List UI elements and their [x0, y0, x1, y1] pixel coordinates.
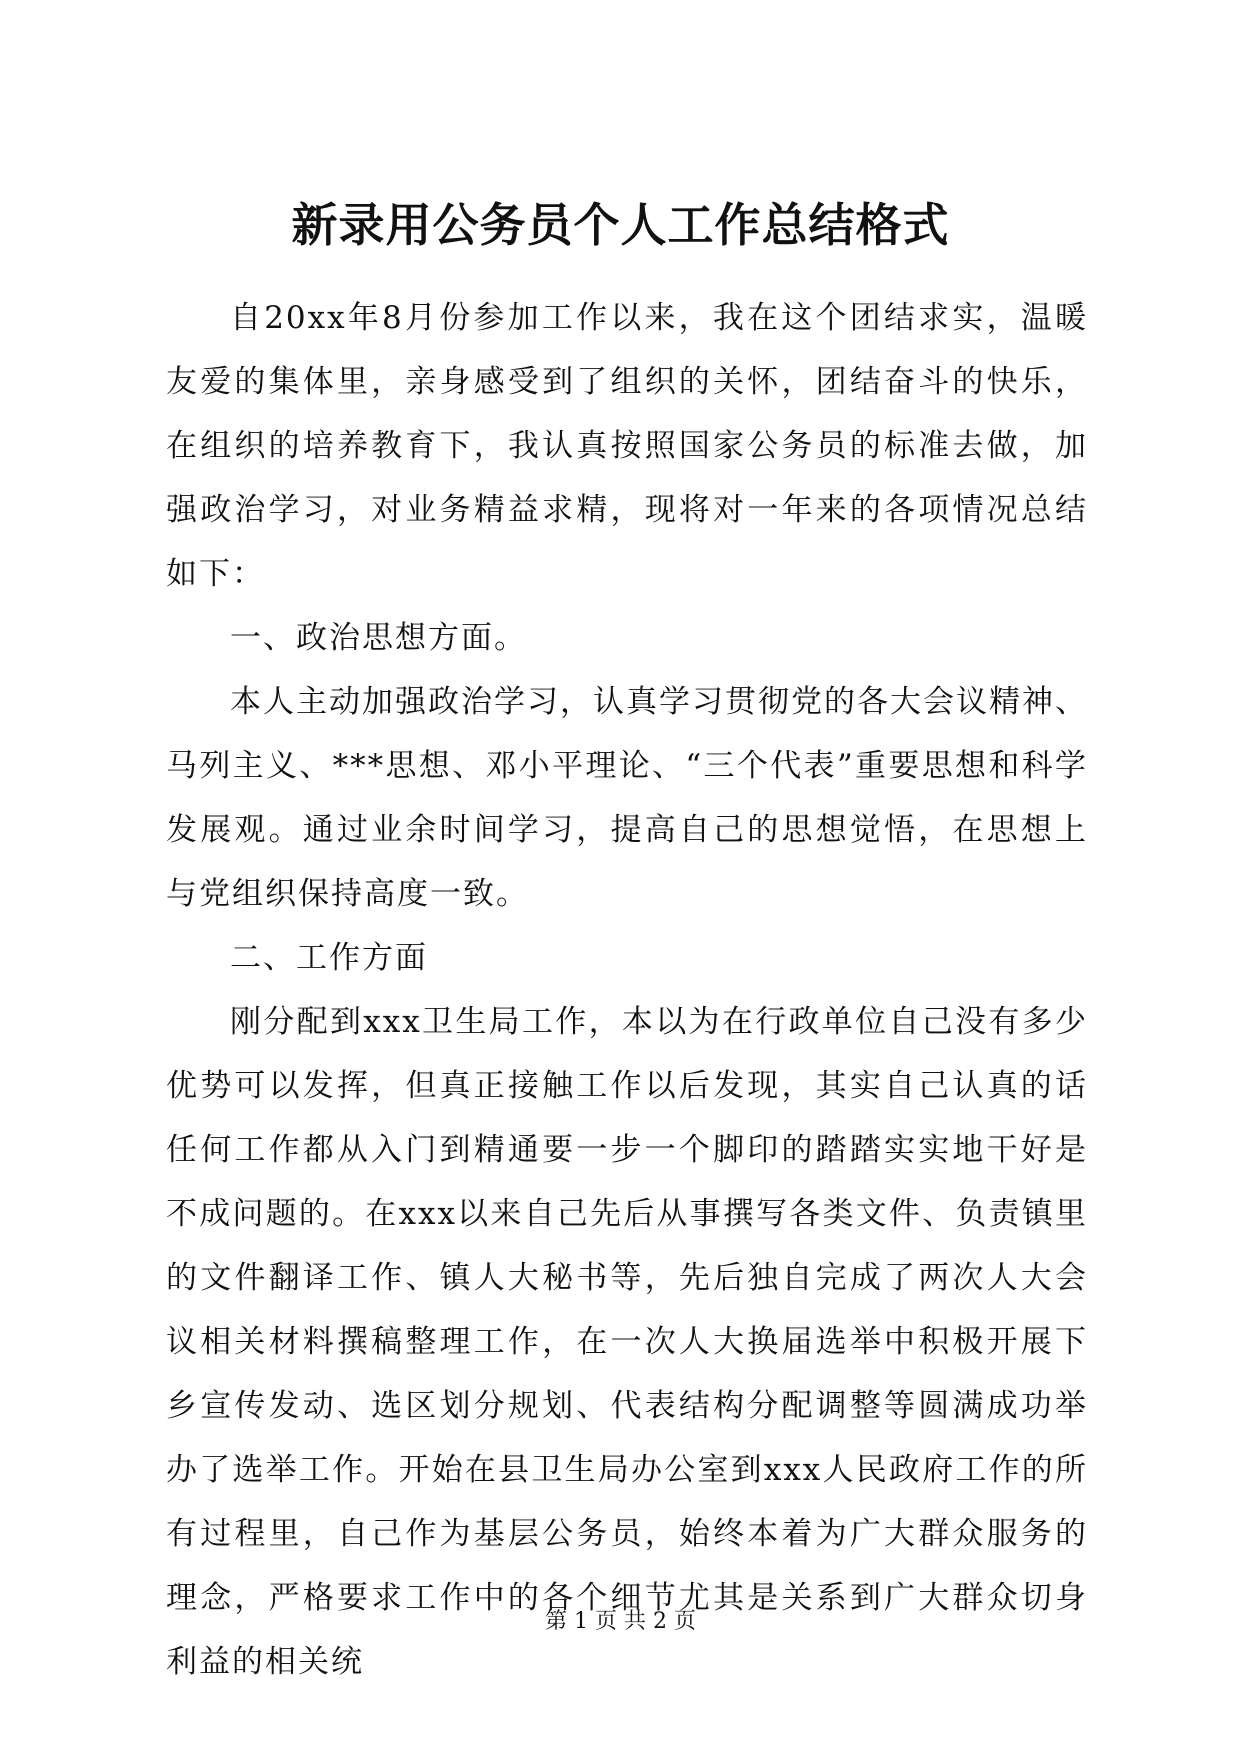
- section-heading-political: 一、政治思想方面。: [230, 620, 527, 656]
- document-title: 新录用公务员个人工作总结格式: [291, 198, 950, 252]
- intro-paragraph: 自20xx年8月份参加工作以来，我在这个团结求实，温暖友爱的集体里，亲身感受到了组织的关怀，团结奋斗的快乐，在组织的培养教育下，我认真按照国家公务员的标准去做，加强政治学习，对业务精益求精，现将对一年来的各项情况总结如下：: [166, 300, 1088, 592]
- section-heading-work: 二、工作方面: [230, 940, 428, 976]
- political-paragraph: 本人主动加强政治学习，认真学习贯彻党的各大会议精神、马列主义、***思想、邓小平理论、“三个代表”重要思想和科学发展观。通过业余时间学习，提高自己的思想觉悟，在思想上与党组织保持高度一致。: [166, 684, 1088, 912]
- page-footer: 第 1 页 共 2 页: [545, 1609, 696, 1634]
- document-body: [166, 286, 1088, 1694]
- work-paragraph: 刚分配到xxx卫生局工作，本以为在行政单位自己没有多少优势可以发挥，但真正接触工作以后发现，其实自己认真的话任何工作都从入门到精通要一步一个脚印的踏踏实实地干好是不成问题的。在xxx以来自己先后从事撰写各类文件、负责镇里的文件翻译工作、镇人大秘书等，先后独自完成了两次人大会议相关材料撰稿整理工作，在一次人大换届选举中积极开展下乡宣传发动、选区划分规划、代表结构分配调整等圆满成功举办了选举工作。开始在县卫生局办公室到xxx人民政府工作的所有过程里，自己作为基层公务员，始终本着为广大群众服务的理念，严格要求工作中的各个细节尤其是关系到广大群众切身利益的相关统: [166, 1004, 1088, 1680]
